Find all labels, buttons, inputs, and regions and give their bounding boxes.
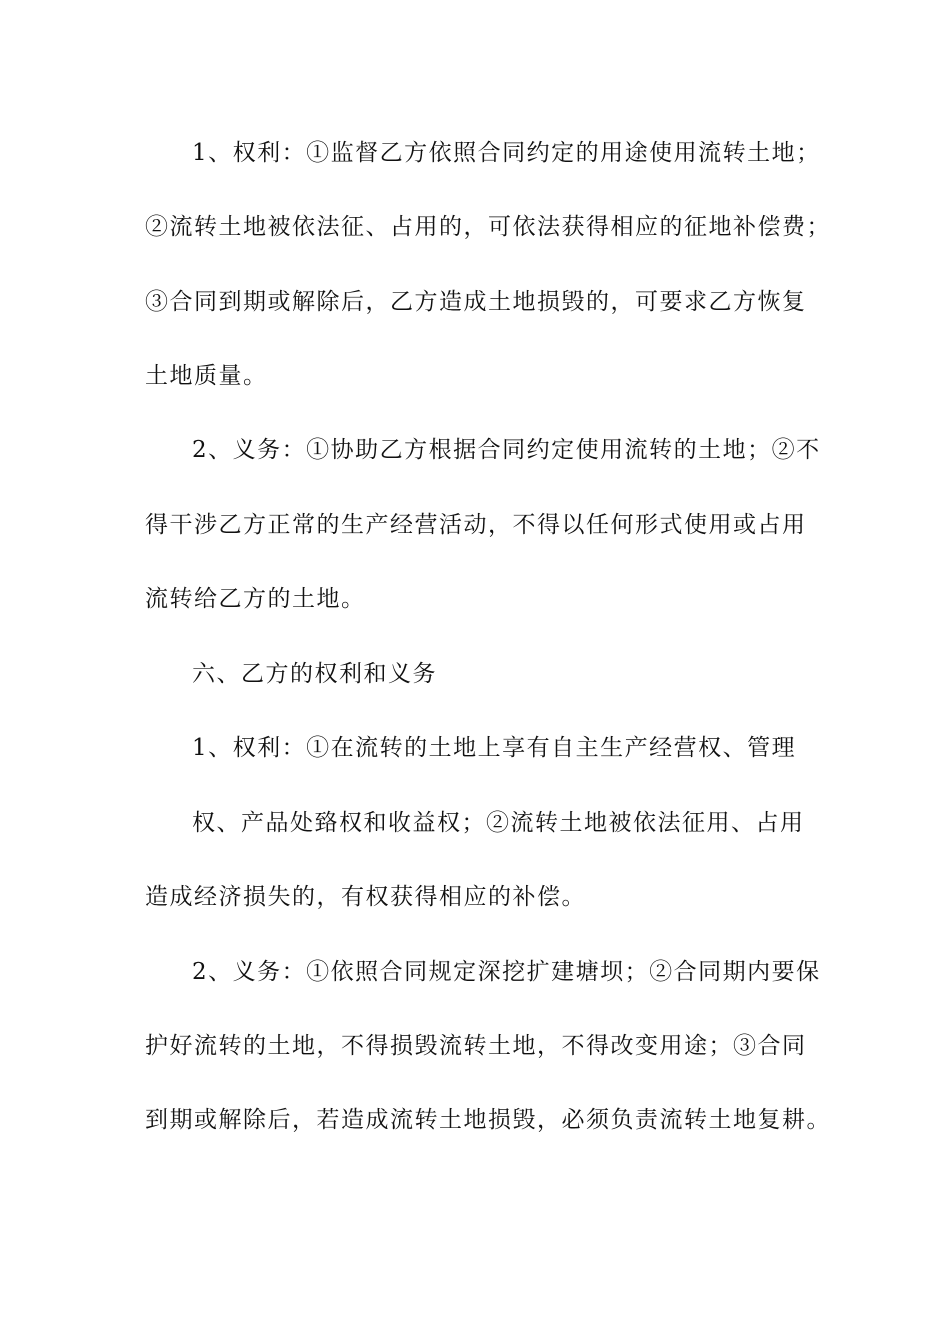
text-line: 2、义务：①协助乙方根据合同约定使用流转的土地；②不 bbox=[192, 437, 821, 463]
text-line: 护好流转的土地，不得损毁流转土地，不得改变用途；③合同 bbox=[145, 1033, 807, 1059]
text-line: 2、义务：①依照合同规定深挖扩建塘坝；②合同期内要保 bbox=[192, 959, 821, 985]
text-line: ②流转土地被依法征、占用的，可依法获得相应的征地补偿费； bbox=[145, 214, 831, 240]
text-line: 造成经济损失的，有权获得相应的补偿。 bbox=[145, 884, 586, 910]
text-line: 到期或解除后，若造成流转土地损毁，必须负责流转土地复耕。 bbox=[145, 1107, 831, 1133]
text-line: 1、权利：①监督乙方依照合同约定的用途使用流转土地； bbox=[192, 140, 821, 166]
text-line: 流转给乙方的土地。 bbox=[145, 586, 366, 612]
text-line: 1、权利：①在流转的土地上享有自主生产经营权、管理 bbox=[192, 735, 797, 761]
text-line: 权、产品处臵权和收益权；②流转土地被依法征用、占用 bbox=[192, 810, 805, 836]
text-line: ③合同到期或解除后，乙方造成土地损毁的，可要求乙方恢复 bbox=[145, 289, 807, 315]
text-line: 土地质量。 bbox=[145, 363, 268, 389]
text-line: 得干涉乙方正常的生产经营活动，不得以任何形式使用或占用 bbox=[145, 512, 807, 538]
section-heading: 六、乙方的权利和义务 bbox=[192, 661, 437, 687]
